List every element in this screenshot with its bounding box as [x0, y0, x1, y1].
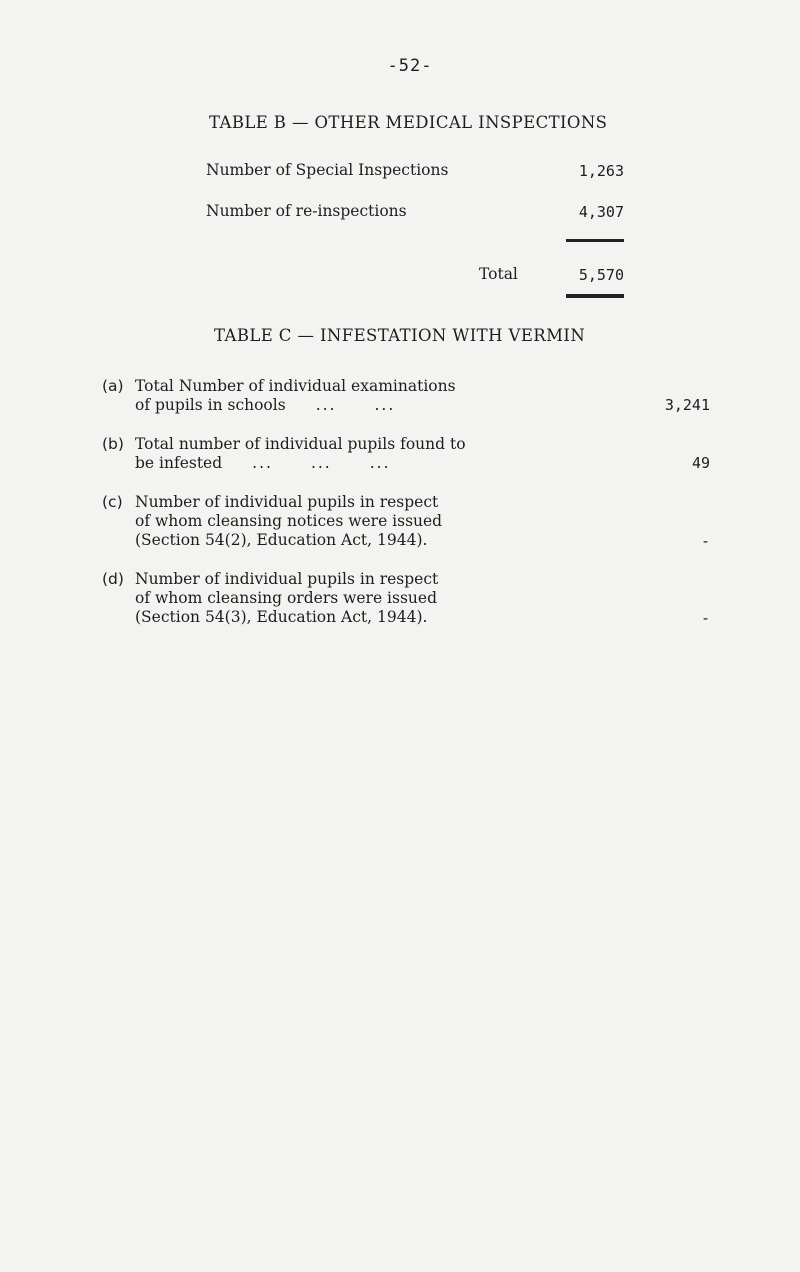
total-value: 5,570 [578, 266, 624, 284]
total-rule-bottom [566, 294, 624, 298]
item-a-line2: of pupils in schools ... ... [135, 396, 396, 414]
page-number: -52- [387, 56, 433, 76]
table-c-title: TABLE C — INFESTATION WITH VERMIN [214, 326, 586, 345]
item-d-label: (d) [102, 570, 124, 588]
table-b-title: TABLE B — OTHER MEDICAL INSPECTIONS [209, 113, 608, 132]
item-a-text [135, 377, 495, 415]
item-b-label: (b) [102, 435, 124, 453]
item-a-value: 3,241 [664, 396, 710, 414]
item-a-label: (a) [102, 377, 124, 395]
item-c-label: (c) [102, 493, 123, 511]
item-b-line1: Total number of individual pupils found to [135, 435, 466, 453]
item-b-value: 49 [691, 454, 710, 472]
item-d-line3: (Section 54(3), Education Act, 1944). [135, 608, 428, 626]
item-c-value: - [700, 532, 710, 550]
item-a-line1: Total Number of individual examinations [135, 377, 456, 395]
total-rule-top [566, 239, 624, 242]
re-inspections-value: 4,307 [578, 203, 624, 221]
total-label: Total [479, 265, 518, 283]
special-inspections-label: Number of Special Inspections [206, 161, 449, 179]
item-d-line2: of whom cleansing orders were issued [135, 589, 438, 607]
item-d-line1: Number of individual pupils in respect [135, 570, 439, 588]
item-b-line2: be infested ... ... ... [135, 454, 391, 472]
item-c-line2: of whom cleansing notices were issued [135, 512, 443, 530]
item-c-line1: Number of individual pupils in respect [135, 493, 439, 511]
item-c-text [135, 493, 495, 550]
item-c-line3: (Section 54(2), Education Act, 1944). [135, 531, 428, 549]
item-b-text [135, 435, 495, 473]
special-inspections-value: 1,263 [578, 162, 624, 180]
item-d-text [135, 570, 495, 627]
re-inspections-label: Number of re-inspections [206, 202, 407, 220]
item-d-value: - [700, 609, 710, 627]
